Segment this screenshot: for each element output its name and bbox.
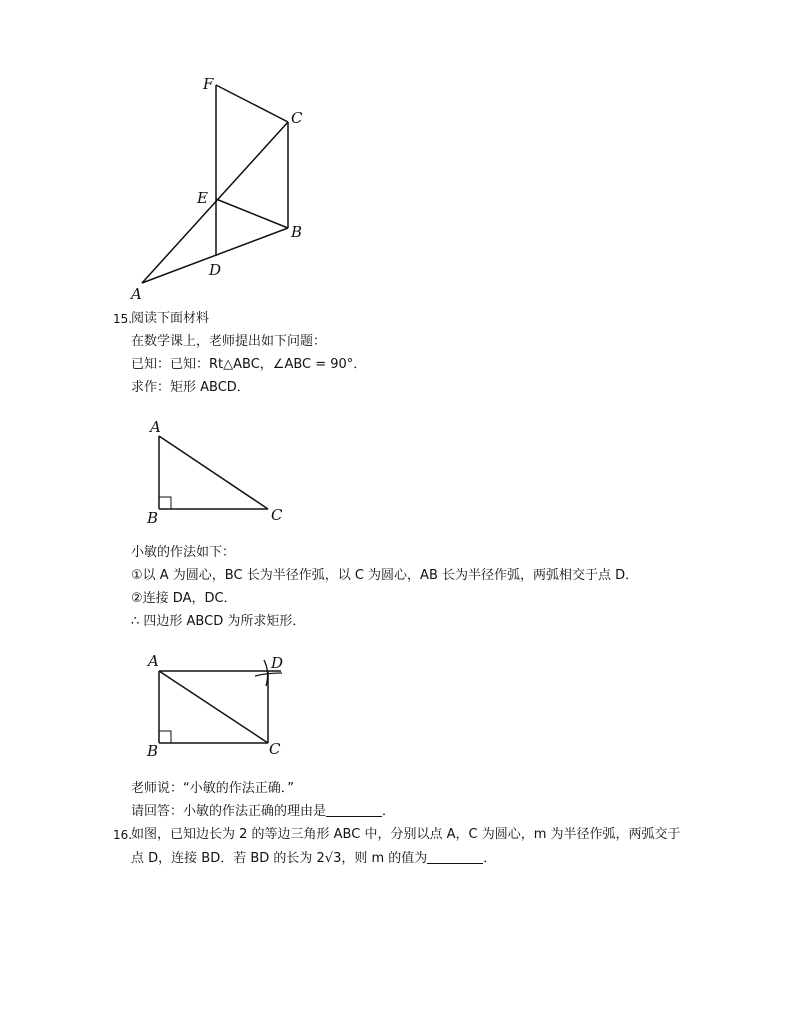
segment-AC-3 [159,671,268,743]
label-D: D [209,261,222,279]
question-15-task: 求作：矩形 ABCD． [131,380,250,395]
label-B: B [291,223,303,241]
question-16-line-1: 如图，已知边长为 2 的等边三角形 ABC 中，分别以点 A，C 为圆心，m 为半径作弧，两弧交于 [131,827,681,842]
question-16-line-2-end: ． [483,851,497,866]
answer-blank-16[interactable] [427,850,483,864]
label-C-3: C [269,740,281,758]
label-A: A [131,285,142,303]
method-conclusion: ∴ 四边形 ABCD 为所求矩形． [131,614,306,629]
teacher-comment: 老师说：“小敏的作法正确．” [131,781,294,796]
question-15-prompt-end: ． [382,804,396,819]
right-angle-mark-3 [159,731,171,743]
question-15-prompt-text: 请回答：小敏的作法正确的理由是 [131,804,327,819]
question-16-line-2-text: 点 D，连接 BD．若 BD 的长为 2√3，则 m 的值为 [131,851,428,866]
method-title: 小敏的作法如下： [131,545,236,560]
answer-blank-15[interactable] [326,803,382,817]
question-16-number: 16. [113,828,133,842]
label-A-3: A [148,652,159,670]
label-E: E [197,189,208,207]
label-C: C [291,109,303,127]
label-A-2: A [150,418,161,436]
question-15-number: 15. [113,312,133,326]
question-15-intro: 在数学课上，老师提出如下问题： [131,334,327,349]
label-D-3: D [271,654,284,672]
label-B-3: B [147,742,159,760]
label-F: F [203,75,214,93]
question-15-prompt [131,803,395,821]
method-step-1: ①以 A 为圆心，BC 长为半径作弧，以 C 为圆心，AB 长为半径作弧，两弧相交于点 D． [131,568,639,583]
arc-mark-1 [264,660,268,686]
question-15-given: 已知：已知：Rt△ABC，∠ABC = 90°． [131,357,367,372]
label-B-2: B [147,509,159,527]
label-C-2: C [271,506,283,524]
question-16-line-2 [131,850,496,868]
method-step-2: ②连接 DA，DC． [131,591,237,606]
question-15-title: 阅读下面材料 [131,311,210,326]
